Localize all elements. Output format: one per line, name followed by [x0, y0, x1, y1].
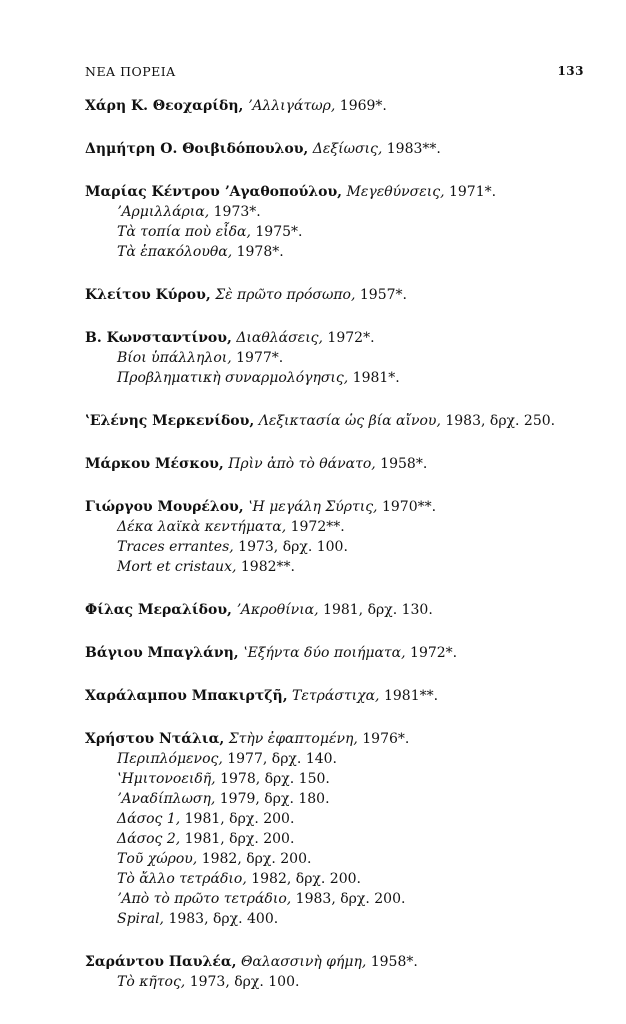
entry-continuation-line: [85, 972, 586, 992]
bibliography-entry: [85, 96, 586, 116]
work-title: Λεξικτασία ὡς βία αἴνου,: [258, 413, 441, 429]
bibliography-entry: [85, 497, 586, 577]
work-details: 1981, δρχ. 130.: [318, 602, 433, 618]
work-details: 1957*.: [355, 287, 407, 303]
work-details: 1982, δρχ. 200.: [246, 871, 361, 887]
bibliography-entry: [85, 952, 586, 992]
work-title: Τὸ ἄλλο τετράδιο,: [117, 871, 247, 887]
work-details: 1983**.: [382, 141, 441, 157]
entry-continuation-line: [85, 537, 586, 557]
work-details: 1973, δρχ. 100.: [185, 974, 300, 990]
work-title: ʼΑναδίπλωση,: [117, 791, 216, 807]
work-title: Μεγεθύνσεις,: [346, 184, 445, 200]
work-title: Τοῦ χώρου,: [117, 851, 198, 867]
bibliography-entry: [85, 411, 586, 431]
work-title: Τὰ ἑπακόλουθα,: [117, 244, 233, 260]
work-title: Σὲ πρῶτο πρόσωπο,: [215, 287, 356, 303]
author-name: Β. Κωνσταντίνου,: [85, 330, 232, 346]
work-title: Mort et cristaux,: [117, 559, 237, 575]
entry-continuation-line: [85, 869, 586, 889]
author-name: Μάρκου Μέσκου,: [85, 456, 224, 472]
author-name: Χάρη Κ. Θεοχαρίδη,: [85, 98, 244, 114]
work-title: ʽΗ μεγάλη Σύρτις,: [248, 499, 378, 515]
bibliography-entry: [85, 729, 586, 929]
work-details: 1972*.: [405, 645, 458, 661]
author-name: Μαρίας Κέντρου ʼΑγαθοπούλου,: [85, 184, 343, 200]
work-title: Traces errantes,: [117, 539, 234, 555]
author-name: Δημήτρη Ο. Θοιβιδόπουλου,: [85, 141, 309, 157]
work-title: Περιπλόμενος,: [117, 751, 223, 767]
entry-continuation-line: [85, 769, 586, 789]
page-header: [85, 64, 584, 79]
entry-first-line: [85, 285, 586, 305]
work-details: 1981, δρχ. 200.: [180, 811, 295, 827]
work-title: ʼΑκροθίνια,: [236, 602, 319, 618]
work-details: 1972**.: [286, 519, 345, 535]
work-title: Προβληματικὴ συναρμολόγησις,: [117, 370, 349, 386]
work-title: Δάσος 1,: [117, 811, 181, 827]
entry-continuation-line: [85, 348, 586, 368]
author-name: Γιώργου Μουρέλου,: [85, 499, 244, 515]
work-details: 1975*.: [250, 224, 303, 240]
work-details: 1981, δρχ. 200.: [180, 831, 295, 847]
work-title: Πρὶν ἀπὸ τὸ θάνατο,: [228, 456, 376, 472]
work-details: 1983, δρχ. 250.: [440, 413, 556, 429]
work-details: 1978, δρχ. 150.: [215, 771, 330, 787]
entry-first-line: [85, 729, 586, 749]
entry-continuation-line: [85, 809, 586, 829]
entry-first-line: [85, 411, 586, 431]
author-name: Σαράντου Παυλέα,: [85, 954, 237, 970]
entry-continuation-line: [85, 517, 586, 537]
bibliography-entry: [85, 285, 586, 305]
bibliography-entry: [85, 139, 586, 159]
work-title: Τετράστιχα,: [292, 688, 380, 704]
bibliography-entry: [85, 182, 586, 262]
author-name: ʽΕλένης Μερκενίδου,: [85, 413, 255, 429]
entry-continuation-line: [85, 368, 586, 388]
work-title: Δάσος 2,: [117, 831, 181, 847]
work-title: ʼΑλλιγάτωρ,: [247, 98, 336, 114]
work-title: Στὴν ἐφαπτομένη,: [228, 731, 358, 747]
work-title: ʽΕξήντα δύο ποιήματα,: [243, 645, 406, 661]
entry-first-line: [85, 454, 586, 474]
work-details: 1973*.: [209, 204, 261, 220]
work-details: 1982**.: [236, 559, 295, 575]
author-name: Κλείτου Κύρου,: [85, 287, 211, 303]
work-details: 1979, δρχ. 180.: [215, 791, 330, 807]
entry-first-line: [85, 182, 586, 202]
bibliography-entry: [85, 328, 586, 388]
work-details: 1958*.: [366, 954, 418, 970]
work-title: Spiral,: [117, 911, 164, 927]
work-details: 1958*.: [375, 456, 428, 472]
author-name: Χαράλαμπου Μπακιρτζῆ,: [85, 688, 288, 704]
entry-continuation-line: [85, 749, 586, 769]
work-details: 1976*.: [357, 731, 410, 747]
work-title: Δεξίωσις,: [312, 141, 383, 157]
work-title: Διαθλάσεις,: [236, 330, 323, 346]
entry-continuation-line: [85, 829, 586, 849]
entry-first-line: [85, 643, 586, 663]
entry-continuation-line: [85, 849, 586, 869]
author-name: Βάγιου Μπαγλάνη,: [85, 645, 239, 661]
work-details: 1981**.: [379, 688, 439, 704]
entry-continuation-line: [85, 909, 586, 929]
work-title: Τὰ τοπία ποὺ εἶδα,: [117, 224, 251, 240]
bibliography-entry: [85, 600, 586, 620]
work-title: Θαλασσινὴ φήμη,: [240, 954, 367, 970]
entry-first-line: [85, 96, 586, 116]
work-details: 1983, δρχ. 400.: [164, 911, 279, 927]
work-details: 1983, δρχ. 200.: [291, 891, 406, 907]
work-details: 1982, δρχ. 200.: [197, 851, 312, 867]
work-details: 1977, δρχ. 140.: [222, 751, 337, 767]
entry-first-line: [85, 600, 586, 620]
work-details: 1973, δρχ. 100.: [233, 539, 348, 555]
entry-first-line: [85, 686, 586, 706]
entry-first-line: [85, 139, 586, 159]
work-details: 1978*.: [232, 244, 284, 260]
entry-continuation-line: [85, 889, 586, 909]
work-title: ʼΑπὸ τὸ πρῶτο τετράδιο,: [117, 891, 292, 907]
entry-continuation-line: [85, 222, 586, 242]
work-title: Τὸ κῆτος,: [117, 974, 186, 990]
bibliography-list: [85, 96, 586, 1015]
entry-continuation-line: [85, 202, 586, 222]
work-details: 1972*.: [322, 330, 375, 346]
work-details: 1977*.: [231, 350, 284, 366]
bibliography-entry: [85, 686, 586, 706]
author-name: Χρήστου Ντάλια,: [85, 731, 225, 747]
page-number: 133: [557, 64, 584, 78]
entry-continuation-line: [85, 789, 586, 809]
work-details: 1981*.: [348, 370, 400, 386]
work-title: Βίοι ὑπάλληλοι,: [117, 350, 232, 366]
author-name: Φίλας Μεραλίδου,: [85, 602, 232, 618]
entry-continuation-line: [85, 557, 586, 577]
work-title: ʼΑρμιλλάρια,: [117, 204, 210, 220]
entry-first-line: [85, 497, 586, 517]
bibliography-entry: [85, 643, 586, 663]
entry-first-line: [85, 952, 586, 972]
entry-first-line: [85, 328, 586, 348]
work-title: Δέκα λαϊκὰ κεντήματα,: [117, 519, 287, 535]
entry-continuation-line: [85, 242, 586, 262]
work-title: ʽΗμιτονοειδῆ,: [117, 771, 216, 787]
work-details: 1970**.: [377, 499, 437, 515]
running-title: ΝΕΑ ΠΟΡΕΙΑ: [85, 64, 176, 79]
work-details: 1969*.: [335, 98, 387, 114]
work-details: 1971*.: [444, 184, 497, 200]
bibliography-entry: [85, 454, 586, 474]
